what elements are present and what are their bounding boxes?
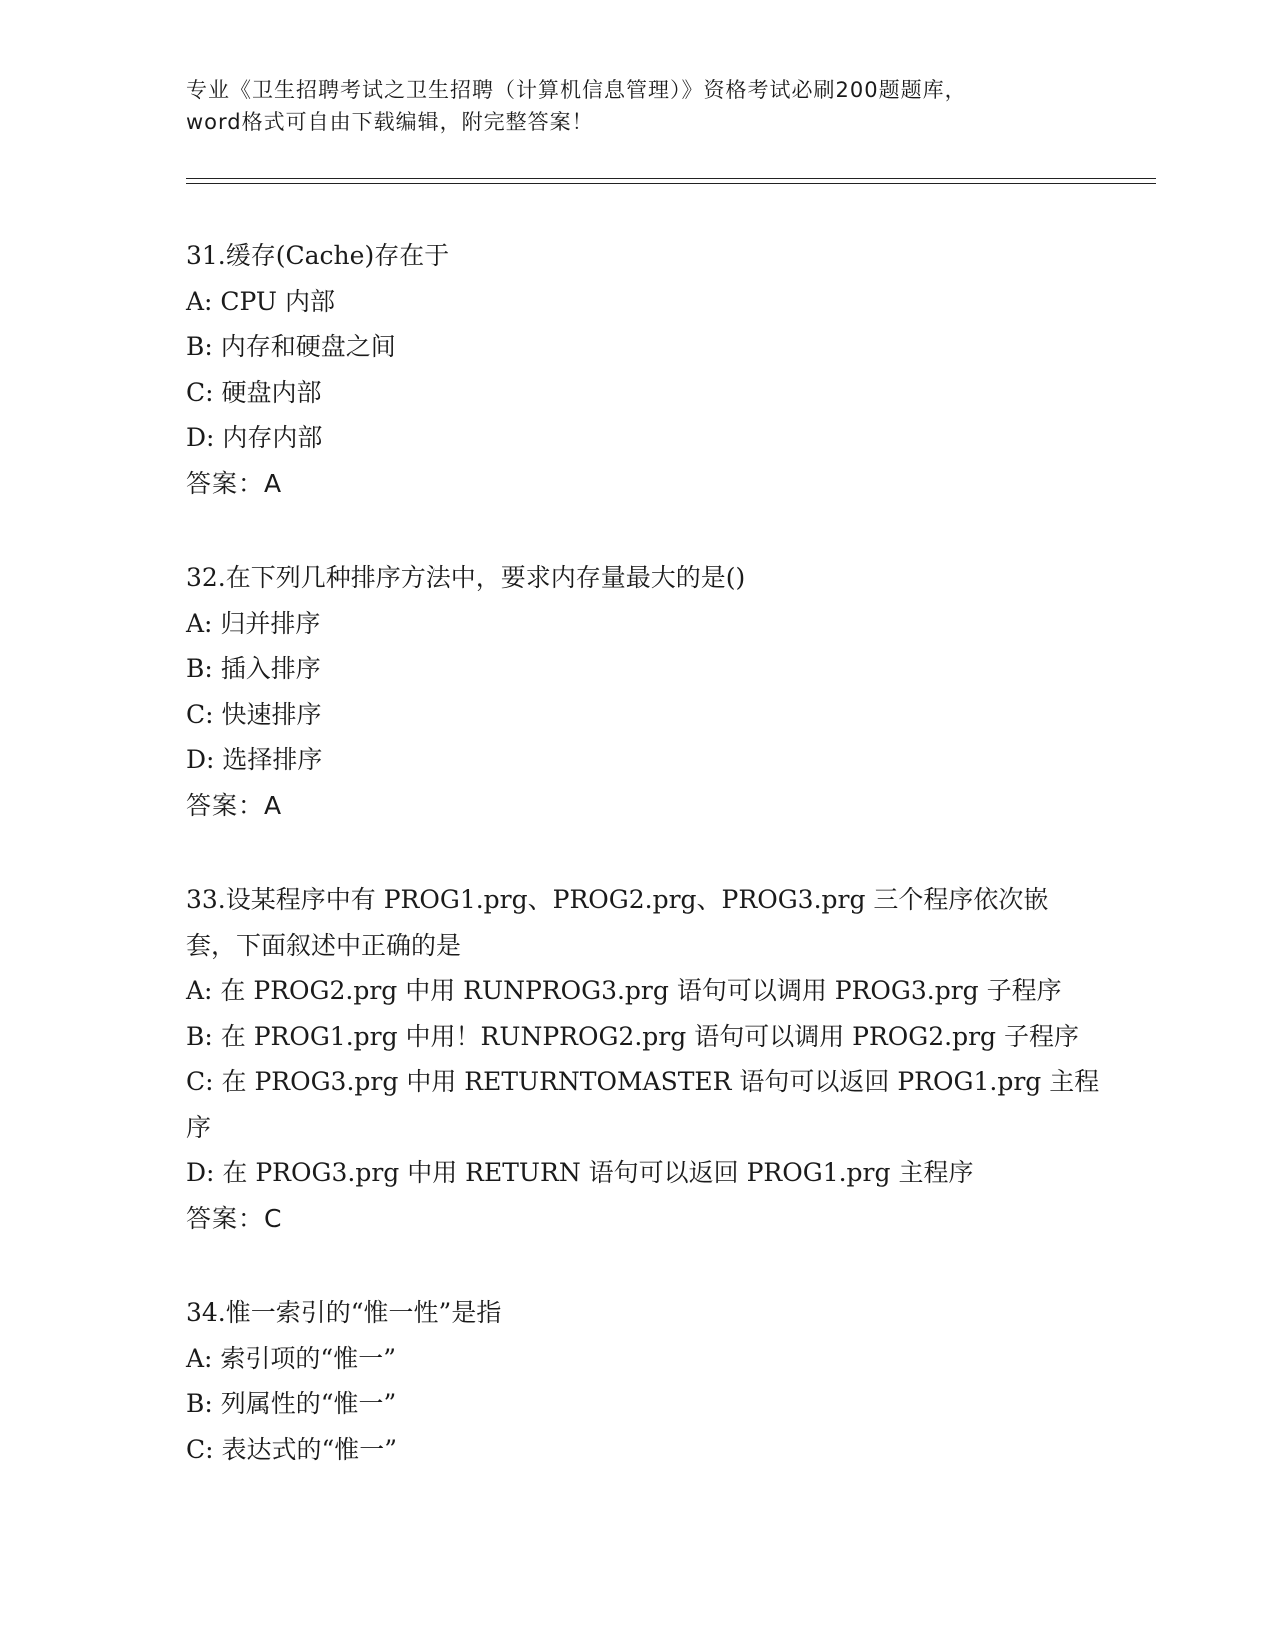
answer-label: 答案：A <box>186 468 283 498</box>
question-block <box>186 555 1086 828</box>
question-list <box>186 233 1100 1472</box>
option-b: B: 插入排序 <box>186 654 321 683</box>
header-line-1: 专业《卫生招聘考试之卫生招聘（计算机信息管理）》资格考试必刷200题题库， <box>186 78 967 102</box>
option-a: A: 在 PROG2.prg 中用 RUNPROG3.prg 语句可以调用 PROG3.prg 子程序 <box>186 976 1062 1005</box>
question-stem: 32.在下列几种排序方法中，要求内存量最大的是() <box>186 563 746 592</box>
option-c: C: 快速排序 <box>186 699 322 729</box>
option-c: 序 <box>186 1112 212 1142</box>
option-d: D: 在 PROG3.prg 中用 RETURN 语句可以返回 PROG1.prg 主程序 <box>186 1158 974 1187</box>
option-d: D: 内存内部 <box>186 423 323 452</box>
document-header <box>186 74 1086 138</box>
option-c: C: 表达式的“惟一” <box>186 1434 398 1464</box>
header-divider-bottom <box>186 183 1156 184</box>
question-stem: 套，下面叙述中正确的是 <box>186 930 462 960</box>
option-b: B: 内存和硬盘之间 <box>186 332 396 361</box>
option-a: A: 索引项的“惟一” <box>186 1343 396 1373</box>
option-c: C: 在 PROG3.prg 中用 RETURNTOMASTER 语句可以返回 PROG1.prg 主程 <box>186 1067 1100 1096</box>
option-c: C: 硬盘内部 <box>186 377 322 407</box>
option-b: B: 列属性的“惟一” <box>186 1389 397 1418</box>
header-line-2: word格式可自由下载编辑，附完整答案！ <box>186 110 594 134</box>
option-d: D: 选择排序 <box>186 745 323 774</box>
header-divider-top <box>186 178 1156 179</box>
question-stem: 33.设某程序中有 PROG1.prg、PROG2.prg、PROG3.prg 三个程序依次嵌 <box>186 885 1049 914</box>
option-a: A: CPU 内部 <box>186 286 335 316</box>
answer-label: 答案：A <box>186 790 283 820</box>
option-b: B: 在 PROG1.prg 中用！RUNPROG2.prg 语句可以调用 PROG2.prg 子程序 <box>186 1021 1080 1051</box>
question-block <box>186 1290 1086 1472</box>
question-stem: 34.惟一索引的“惟一性”是指 <box>186 1298 502 1327</box>
option-a: A: 归并排序 <box>186 608 321 638</box>
question-block <box>186 877 1100 1241</box>
question-stem: 31.缓存(Cache)存在于 <box>186 241 450 270</box>
answer-label: 答案：C <box>186 1203 283 1233</box>
question-block <box>186 233 1086 506</box>
